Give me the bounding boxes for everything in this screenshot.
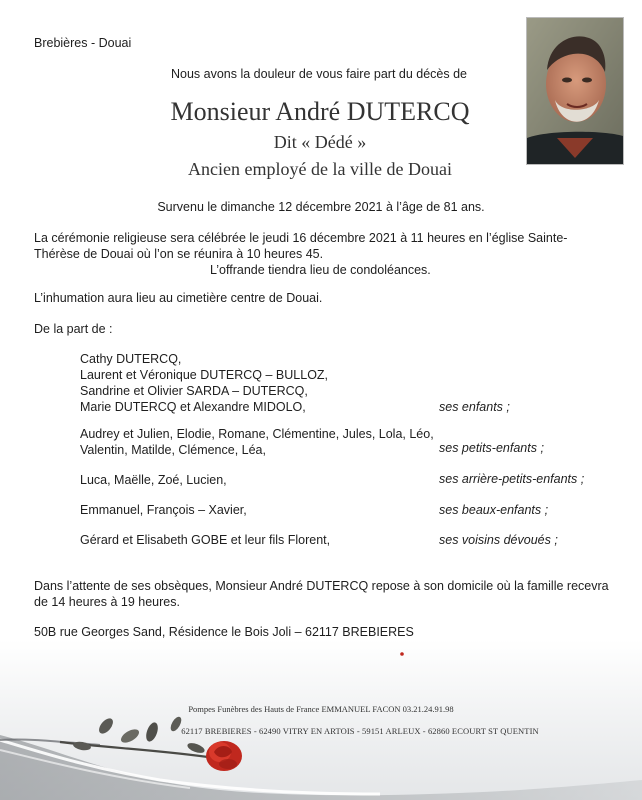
rose-bloom xyxy=(206,741,242,771)
family-names: Emmanuel, François – Xavier, xyxy=(80,503,247,517)
family-list-title: De la part de : xyxy=(34,322,113,336)
deceased-alias: Dit « Dédé » xyxy=(273,132,367,152)
wake-line-1: Dans l’attente de ses obsèques, Monsieur André DUTERCQ repose à son domicile où la famille recevra xyxy=(34,579,609,593)
family-relation: ses voisins dévoués ; xyxy=(439,533,558,547)
family-relation: ses enfants ; xyxy=(439,400,510,414)
wake-line-2: de 14 heures à 19 heures. xyxy=(34,595,180,609)
family-line: Laurent et Véronique DUTERCQ – BULLOZ, xyxy=(80,368,329,382)
family-group-grandchildren xyxy=(80,426,620,458)
deceased-name: Monsieur André DUTERCQ xyxy=(170,97,470,126)
family-line-last xyxy=(80,502,620,518)
ceremony-line-2: Thérèse de Douai où l’on se réunira à 10 heures 45. xyxy=(34,247,324,261)
ceremony-line-3: L’offrande tiendra lieu de condoléances. xyxy=(210,263,431,277)
funeral-home-contact: Pompes Funèbres des Hauts de France EMMANUEL FACON 03.21.24.91.98 xyxy=(188,704,454,714)
wake-paragraph xyxy=(34,578,614,610)
family-line-last xyxy=(80,399,620,415)
home-address: 50B rue Georges Sand, Résidence le Bois Joli – 62117 BREBIERES xyxy=(34,625,414,639)
announcement-line: Nous avons la douleur de vous faire part du décès de xyxy=(170,67,468,81)
family-line: Sandrine et Olivier SARDA – DUTERCQ, xyxy=(80,384,308,398)
ceremony-paragraph xyxy=(34,230,614,278)
family-relation: ses beaux-enfants ; xyxy=(439,503,549,517)
family-line-last xyxy=(80,442,620,458)
family-line: Cathy DUTERCQ, xyxy=(80,352,182,366)
family-line: Audrey et Julien, Elodie, Romane, Clémentine, Jules, Lola, Léo, xyxy=(80,427,434,441)
footer-rose-illustration xyxy=(0,640,642,800)
family-names: Gérard et Elisabeth GOBE et leur fils Florent, xyxy=(80,533,331,547)
burial-notice: L’inhumation aura lieu au cimetière centre de Douai. xyxy=(34,291,323,305)
family-names: Valentin, Matilde, Clémence, Léa, xyxy=(80,443,266,457)
family-relation: ses arrière-petits-enfants ; xyxy=(439,472,585,486)
family-group-neighbours xyxy=(80,532,620,548)
family-group-great-grandchildren xyxy=(80,472,620,488)
family-line-last xyxy=(80,472,620,488)
family-names: Marie DUTERCQ et Alexandre MIDOLO, xyxy=(80,400,306,414)
family-line-last xyxy=(80,532,620,548)
funeral-home-addresses: 62117 BREBIERES - 62490 VITRY EN ARTOIS - 59151 ARLEUX - 62860 ECOURT ST QUENTIN xyxy=(181,726,539,736)
family-relation: ses petits-enfants ; xyxy=(439,441,544,455)
family-group-step-children xyxy=(80,502,620,518)
deceased-portrait-photo xyxy=(526,17,624,165)
ceremony-line-1: La cérémonie religieuse sera célébrée le jeudi 16 décembre 2021 à 11 heures en l’église Sainte- xyxy=(34,231,568,245)
death-notice: Survenu le dimanche 12 décembre 2021 à l’âge de 81 ans. xyxy=(157,200,485,214)
deceased-occupation: Ancien employé de la ville de Douai xyxy=(188,159,452,179)
location-header: Brebières - Douai xyxy=(34,36,132,50)
family-names: Luca, Maëlle, Zoé, Lucien, xyxy=(80,473,227,487)
family-group-children xyxy=(80,351,620,415)
